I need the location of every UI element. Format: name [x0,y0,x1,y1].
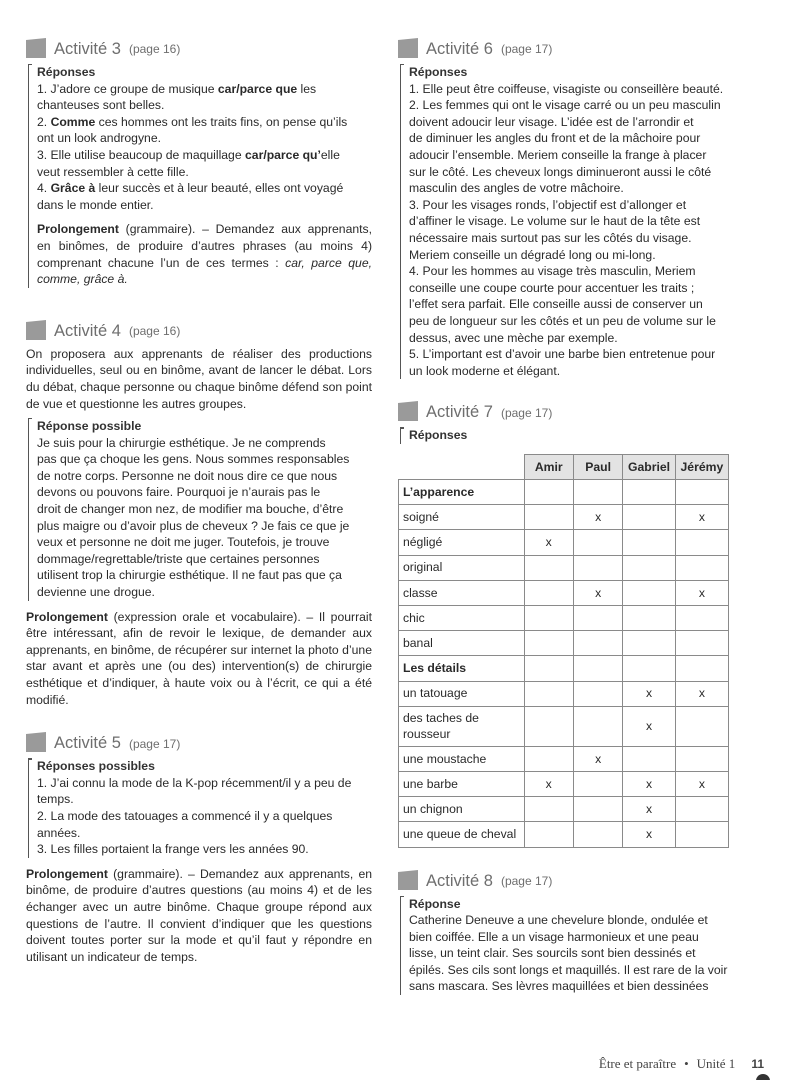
activite-3-page: (page 16) [128,42,181,57]
table-cell [573,706,622,746]
answer-line: plus maigre ou d’avoir plus de cheveux ? Je fais ce que je [37,518,350,533]
table-row [399,771,729,796]
answer-line: 3. Elle utilise beaucoup de maquillage car/parce qu’elle [37,147,340,162]
answers-label: Réponse [409,896,461,911]
answer-line: sur le côté. Les cheveux longs diminueront aussi le côté [409,164,712,179]
answer-line: pas que ça choque les gens. Nous sommes responsables [37,452,350,467]
answer-line: sans mascara. Ses lèvres maquillées et bien dessinées [409,979,709,994]
row-label: original [399,555,525,580]
table-cell [524,505,573,530]
answer-line: 3. Pour les visages ronds, l’objectif est d’allonger et [409,197,687,212]
table-cell: x [623,797,675,822]
answers-label: Réponse possible [37,419,142,434]
table-row [399,606,729,631]
activite-6-answers [400,64,742,379]
table-cell [573,797,622,822]
table-cell [524,706,573,746]
table-cell [524,797,573,822]
activite-6 [398,38,742,379]
activite-7-answers [400,427,742,444]
activity-flag-icon [398,401,418,421]
activite-5-page: (page 17) [128,736,181,751]
answer-line: nécessaire mais surtout pas sur les côtés du visage. [409,230,692,245]
prolongement: Prolongement (expression orale et vocabulaire). – Il pourrait être intéressant, afin de revoir le lexique, de demander aux apprenants, en binôme, de récupérer sur internet la photo d’une star avant et après une (ou des) intervention(s) de chirurgie esthétique et d’indiquer, à haute voix ou à l’écrit, ce qui a été modifié. [26,609,372,707]
table-cell [573,681,622,706]
column-header: Jérémy [675,454,728,479]
answer-line: 2. Les femmes qui ont le visage carré ou un peu masculin [409,98,721,113]
answer-line: de notre corps. Personne ne doit nous dire ce que nous [37,468,338,483]
activite-7 [398,401,742,847]
answer-line: veux et personne ne doit me juger. Toutefois, je trouve [37,535,330,550]
answer-line: Catherine Deneuve a une chevelure blonde, ondulée et [409,913,708,928]
answer-line: doivent adoucir leur visage. L’idée est de l’arrondir et [409,114,694,129]
table-cell [573,771,622,796]
left-column [26,38,372,965]
answer-line: un look moderne et élégant. [409,363,561,378]
table-cell: x [675,771,728,796]
answer-line: peu de longueur sur les côtés et un peu de volume sur le [409,313,716,328]
table-cell [675,606,728,631]
activite-7-title: Activité 7 [426,403,493,422]
table-cell [675,530,728,555]
table-cell [675,555,728,580]
table-cell: x [524,771,573,796]
footer-bullet: • [684,1056,689,1071]
activite-3-title: Activité 3 [54,40,121,58]
table-cell: x [623,681,675,706]
table-cell: x [675,681,728,706]
answer-line: 1. J’ai connu la mode de la K-pop récemment/il y a peu de [37,775,352,790]
activite-3 [26,38,372,288]
table-cell [573,606,622,631]
activite-8-header [398,870,742,890]
table-cell [675,656,728,681]
activite-6-header [398,38,742,58]
table-cell [573,555,622,580]
activite-6-page: (page 17) [500,42,553,57]
answer-line: 2. Comme ces hommes ont les traits fins, on pense qu’ils [37,114,348,129]
answer-line: adoucir l’ensemble. Meriem conseille la frange à placer [409,147,707,162]
activite-8-page: (page 17) [500,873,553,888]
activity-flag-icon [398,38,418,58]
activite-8-title: Activité 8 [426,871,493,890]
table-row [399,706,729,746]
answer-line: 4. Grâce à leur succès et à leur beauté, elles ont voyagé [37,181,344,196]
activite-6-title: Activité 6 [426,40,493,58]
activite-7-header [398,401,742,421]
table-cell [623,631,675,656]
table-cell [675,631,728,656]
table-cell: x [675,580,728,605]
row-label: classe [399,580,525,605]
activite-8 [398,870,742,996]
table-cell [623,480,675,505]
appearance-table [398,454,729,848]
table-cell: x [573,580,622,605]
table-cell [524,631,573,656]
table-row [399,822,729,847]
answer-line: 5. L’important est d’avoir une barbe bien entretenue pour [409,347,716,362]
table-cell [524,555,573,580]
table-row [399,631,729,656]
answer-line: bien coiffée. Elle a un visage harmonieux et une peau [409,929,699,944]
table-section-row [399,480,729,505]
answers-label: Réponses [409,428,468,443]
table-row [399,797,729,822]
answers-label: Réponses possibles [37,759,155,774]
answer-line: ont un look androgyne. [37,131,161,146]
row-label: un chignon [399,797,525,822]
activite-5 [26,732,372,965]
activite-4-answers [28,418,372,601]
table-cell [573,530,622,555]
row-label: une barbe [399,771,525,796]
table-corner [399,454,525,479]
table-cell [623,530,675,555]
answer-line: épilés. Ses cils sont longs et maquillés. Il est rare de la voir [409,962,728,977]
activite-7-page: (page 17) [500,405,553,420]
answer-line: 4. Pour les hommes au visage très masculin, Meriem [409,264,696,279]
answer-line: Je suis pour la chirurgie esthétique. Je ne comprends [37,435,326,450]
activite-5-answers [28,758,372,858]
answer-line: dommage/regrettable/triste que certaines personnes [37,551,320,566]
answers-label: Réponses [37,65,96,79]
column-header: Gabriel [623,454,675,479]
table-cell [524,746,573,771]
row-label: L’apparence [399,480,525,505]
table-cell: x [623,771,675,796]
answer-line: l’effet sera parfait. Elle conseille aussi de conserver un [409,297,703,312]
table-cell [524,822,573,847]
activite-4-page: (page 16) [128,324,181,339]
activite-4-title: Activité 4 [54,321,121,340]
table-cell: x [623,706,675,746]
row-label: chic [399,606,525,631]
row-label: Les détails [399,656,525,681]
activite-4-header [26,320,372,340]
answer-line: dessus, avec une mèche par exemple. [409,330,618,345]
row-label: des taches de rousseur [399,706,525,746]
footer-chapter: Être et paraître [598,1056,677,1071]
answer-line: années. [37,825,81,840]
table-cell: x [524,530,573,555]
answer-line: masculin des angles de votre mâchoire. [409,181,624,196]
table-cell [623,580,675,605]
answer-line: conseille une coupe courte pour accentuer les traits ; [409,280,695,295]
row-label: banal [399,631,525,656]
table-cell [623,606,675,631]
activite-4 [26,320,372,708]
column-header: Amir [524,454,573,479]
table-cell [524,580,573,605]
table-cell: x [675,505,728,530]
answer-line: droit de changer mon nez, de modifier ma bouche, d’être [37,502,344,517]
page-number: 11 [751,1057,764,1071]
activite-3-header [26,38,372,58]
table-cell: x [623,822,675,847]
row-label: une queue de cheval [399,822,525,847]
row-label: une moustache [399,746,525,771]
answer-line: 3. Les filles portaient la frange vers les années 90. [37,842,309,857]
table-cell [573,631,622,656]
table-cell [623,746,675,771]
activity-flag-icon [26,38,46,58]
answer-line: d’affiner le visage. Le volume sur le haut de la tête est [409,214,701,229]
table-cell [524,681,573,706]
activite-4-intro: On proposera aux apprenants de réaliser des productions individuelles, seul ou en binôme, avant de lancer le débat. Lors du débat, chaque personne ou chaque binôme défend son point de vue et questionne les autres groupes. [26,346,372,411]
table-cell [623,505,675,530]
activity-flag-icon [398,870,418,890]
column-header: Paul [573,454,622,479]
table-row [399,505,729,530]
answer-line: 1. J’adore ce groupe de musique car/parce que les [37,81,317,96]
right-column [398,38,742,995]
answer-line: 1. Elle peut être coiffeuse, visagiste ou conseillère beauté. [409,81,724,96]
table-cell [675,797,728,822]
answer-line: 2. La mode des tatouages a commencé il y a quelques [37,808,333,823]
table-cell [623,656,675,681]
activite-3-answers [28,64,372,288]
table-cell [524,606,573,631]
table-cell: x [573,505,622,530]
row-label: soigné [399,505,525,530]
table-cell [623,555,675,580]
answer-line: utilisent trop la chirurgie esthétique. Il ne faut pas que ça [37,568,342,583]
table-row [399,530,729,555]
answers-label: Réponses [409,65,468,79]
table-row [399,555,729,580]
table-section-row [399,656,729,681]
activity-flag-icon [26,320,46,340]
table-cell [675,480,728,505]
table-cell [675,746,728,771]
table-body [399,480,729,847]
table-row [399,746,729,771]
activity-flag-icon [26,732,46,752]
answer-line: devons ou pouvons faire. Pourquoi je n’aurais pas le [37,485,321,500]
answer-line: devienne une drogue. [37,585,155,600]
table-cell [573,822,622,847]
table-cell [524,480,573,505]
prolongement: Prolongement (grammaire). – Demandez aux apprenants, en binôme, de produire d’autres questions (au moins 4) et de les échanger avec un autre binôme. Chaque groupe répond aux questions de l’autre. Il convient d’indiquer que les questions doivent toutes porter sur la mode et qu’il faut y répondre en utilisant un indicateur de temps. [26,866,372,964]
prolongement: Prolongement (grammaire). – Demandez aux apprenants, en binômes, de produire d’autres phrases (au moins 4) comprenant chacune l’un de ces termes : car, parce que, comme, grâce à. [37,222,372,287]
table-row [399,580,729,605]
answer-line: veut ressembler à cette fille. [37,164,189,179]
footer-unit: Unité 1 [696,1056,736,1071]
table-cell [573,480,622,505]
row-label: négligé [399,530,525,555]
activite-8-answers [400,896,742,996]
answer-line: de diminuer les angles du front et de la mâchoire pour [409,131,701,146]
table-cell [524,656,573,681]
answer-line: chanteuses sont belles. [37,98,165,113]
answer-line: temps. [37,792,74,807]
answer-line: dans le monde entier. [37,197,154,212]
answer-line: lisse, un teint clair. Ses sourcils sont bien dessinés et [409,946,696,961]
table-cell [675,822,728,847]
page-footer [599,1056,764,1073]
table-cell [675,706,728,746]
table-header-row [399,454,729,479]
corner-dot [756,1074,770,1080]
table-cell: x [573,746,622,771]
activite-5-title: Activité 5 [54,734,121,753]
activite-5-header [26,732,372,752]
table-cell [573,656,622,681]
table-row [399,681,729,706]
answer-line: Meriem conseille un dégradé long ou mi-long. [409,247,656,262]
row-label: un tatouage [399,681,525,706]
